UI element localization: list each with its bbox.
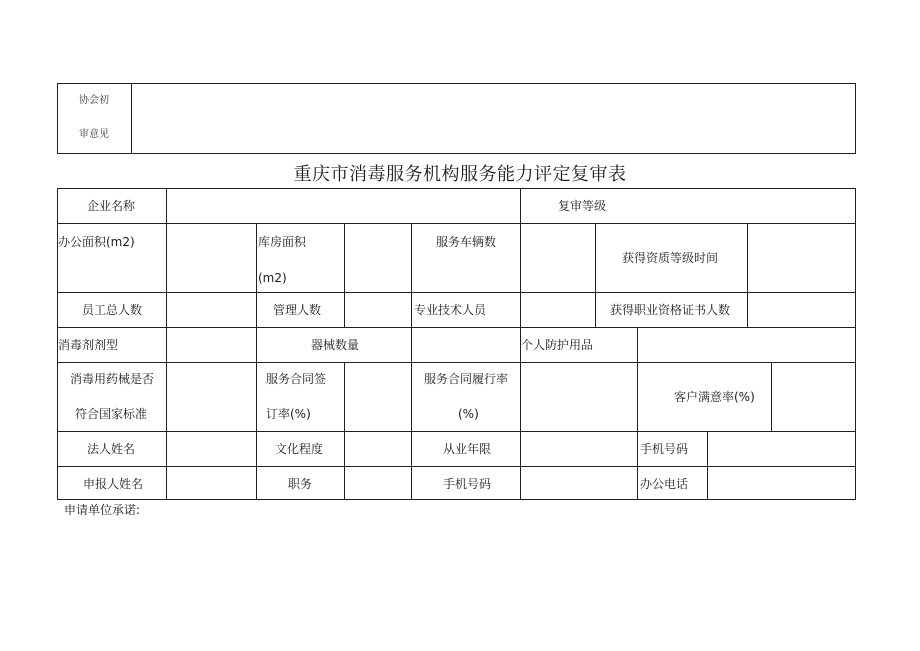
applicant-name-field[interactable] [167, 467, 255, 499]
office-phone-field[interactable] [708, 467, 855, 499]
opinion-label-line2: 审意见 [79, 129, 109, 140]
col-line [520, 188, 521, 223]
col-line [637, 466, 638, 500]
fulfillment-rate-label-line1: 服务合同履行率 [424, 372, 509, 386]
satisfaction-rate-label: 客户满意率(%) [674, 390, 755, 404]
managers-field[interactable] [345, 293, 410, 326]
contract-rate-field[interactable] [345, 363, 410, 430]
equipment-count-label: 器械数量 [311, 338, 360, 352]
equipment-count-field[interactable] [412, 328, 519, 361]
contract-rate-label-line1: 服务合同签 [266, 372, 327, 386]
education-field[interactable] [345, 432, 410, 465]
col-line [411, 362, 412, 431]
review-grade-label: 复审等级 [558, 199, 607, 213]
opinion-label-line1: 协会初 [79, 95, 109, 106]
mobile-1-field[interactable] [708, 432, 855, 465]
company-name-field[interactable] [167, 189, 519, 222]
col-line [256, 466, 257, 500]
col-line [256, 223, 257, 292]
position-label: 职务 [288, 477, 313, 491]
education-label: 文化程度 [275, 442, 324, 456]
certified-staff-label: 获得职业资格证书人数 [610, 303, 731, 317]
col-line [595, 292, 596, 327]
commitment-label: 申请单位承诺: [64, 503, 141, 517]
col-line [256, 327, 257, 362]
col-line [411, 466, 412, 500]
col-line [637, 431, 638, 466]
technical-staff-label: 专业技术人员 [414, 303, 487, 317]
col-line [637, 362, 638, 431]
years-label: 从业年限 [443, 442, 492, 456]
col-line [256, 431, 257, 466]
certified-staff-field[interactable] [748, 293, 855, 326]
col-line [411, 292, 412, 327]
position-field[interactable] [345, 467, 410, 499]
office-area-label: 办公面积(m2) [58, 235, 135, 249]
managers-label: 管理人数 [273, 303, 322, 317]
standard-label-line1: 消毒用药械是否 [70, 372, 155, 386]
total-staff-label: 员工总人数 [82, 303, 143, 317]
col-line [411, 223, 412, 292]
satisfaction-rate-field[interactable] [772, 363, 855, 430]
ppe-field[interactable] [638, 328, 855, 361]
years-field[interactable] [521, 432, 636, 465]
standard-label-line2: 符合国家标准 [75, 407, 148, 421]
office-area-field[interactable] [167, 224, 255, 291]
warehouse-area-label-line1: 库房面积 [258, 235, 307, 249]
contract-rate-label-line2: 订率(%) [266, 407, 311, 421]
disinfectant-type-label: 消毒剂剂型 [58, 338, 119, 352]
mobile-1-label: 手机号码 [640, 442, 689, 456]
disinfectant-type-field[interactable] [167, 328, 255, 361]
warehouse-area-field[interactable] [345, 224, 410, 291]
opinion-input-area[interactable] [132, 84, 855, 153]
applicant-name-label: 申报人姓名 [83, 477, 144, 491]
page-title: 重庆市消毒服务机构服务能力评定复审表 [293, 164, 627, 185]
qualification-time-field[interactable] [748, 224, 855, 291]
ppe-label: 个人防护用品 [521, 338, 594, 352]
col-line [595, 223, 596, 292]
service-vehicles-label: 服务车辆数 [436, 235, 497, 249]
fulfillment-rate-field[interactable] [521, 363, 636, 430]
legal-rep-name-field[interactable] [167, 432, 255, 465]
fulfillment-rate-label-line2: (%) [458, 407, 479, 421]
col-line [256, 362, 257, 431]
service-vehicles-field[interactable] [521, 224, 594, 291]
mobile-2-label: 手机号码 [443, 477, 492, 491]
legal-rep-name-label: 法人姓名 [87, 442, 136, 456]
technical-staff-field[interactable] [521, 293, 594, 326]
office-phone-label: 办公电话 [640, 477, 689, 491]
qualification-time-label: 获得资质等级时间 [622, 251, 719, 265]
warehouse-area-label-line2: (m2) [258, 271, 287, 285]
standard-field[interactable] [167, 363, 255, 430]
company-name-label: 企业名称 [87, 199, 136, 213]
col-line [411, 431, 412, 466]
mobile-2-field[interactable] [521, 467, 636, 499]
col-line [256, 292, 257, 327]
total-staff-field[interactable] [167, 293, 255, 326]
